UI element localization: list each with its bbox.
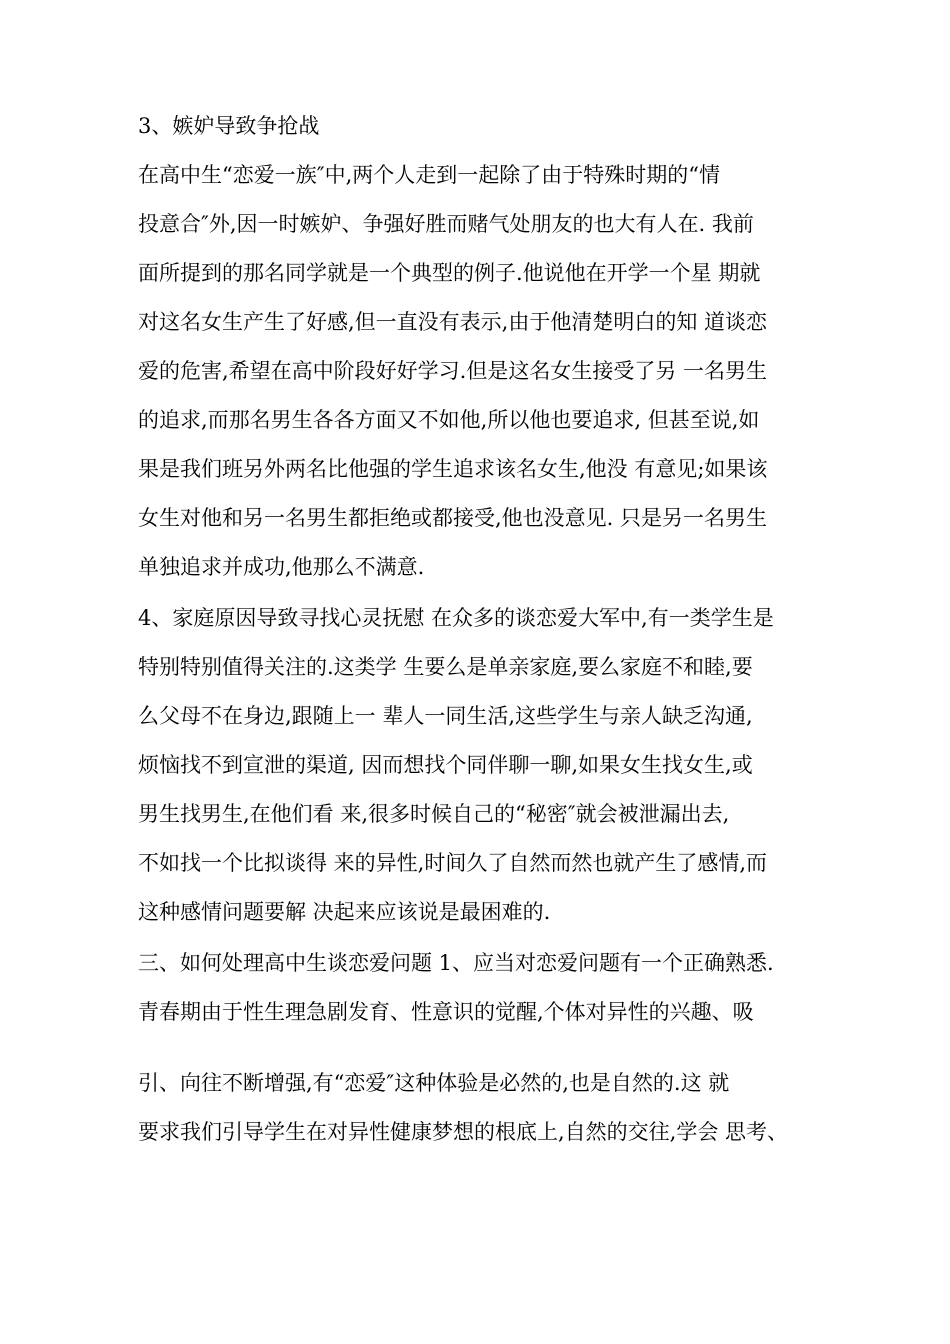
paragraph-line: 投意合″外,因一时嫉妒、争强好胜而赌气处朋友的也大有人在. 我前: [138, 212, 754, 236]
paragraph-line: 烦恼找不到宣泄的渠道, 因而想找个同伴聊一聊,如果女生找女生,或: [138, 753, 753, 777]
paragraph-line: 特别特别值得关注的.这类学 生要么是单亲家庭,要么家庭不和睦,要: [138, 655, 753, 679]
paragraph-line: 面所提到的那名同学就是一个典型的例子.他说他在开学一个星 期就: [138, 261, 761, 285]
paragraph-line: 在高中生“恋爱一族″中,两个人走到一起除了由于特殊时期的“情: [138, 163, 720, 187]
paragraph-line: 么父母不在身边,跟随上一 辈人一同生活,这些学生与亲人缺乏沟通,: [138, 704, 753, 728]
paragraph-line: 爱的危害,希望在高中阶段好好学习.但是这名女生接受了另 一名男生: [138, 359, 768, 383]
paragraph-line: 果是我们班另外两名比他强的学生追求该名女生,他没 有意见;如果该: [138, 457, 768, 481]
section-heading-line: 三、如何处理高中生谈恋爱问题 1、应当对恋爱问题有一个正确熟悉.: [138, 951, 774, 975]
section-heading: 3、嫉妒导致争抢战: [138, 114, 320, 138]
paragraph-line: 单独追求并成功,他那么不满意.: [138, 555, 425, 579]
paragraph-line: 男生找男生,在他们看 来,很多时候自己的“秘密″就会被泄漏出去,: [138, 802, 730, 826]
paragraph-line: 青春期由于性生理急剧发育、性意识的觉醒,个体对异性的兴趣、吸: [138, 1000, 754, 1024]
paragraph-line: 对这名女生产生了好感,但一直没有表示,由于他清楚明白的知 道谈恋: [138, 310, 768, 334]
paragraph-line: 引、向往不断增强,有“恋爱″这种体验是必然的,也是自然的.这 就: [138, 1071, 730, 1095]
section-heading-line: 4、家庭原因导致寻找心灵抚慰 在众多的谈恋爱大军中,有一类学生是: [138, 606, 774, 630]
paragraph-line: 不如找一个比拟谈得 来的异性,时间久了自然而然也就产生了感情,而: [138, 851, 768, 875]
paragraph-line: 的追求,而那名男生各各方面又不如他,所以他也要追求, 但甚至说,如: [138, 408, 760, 432]
paragraph-line: 女生对他和另一名男生都拒绝或都接受,他也没意见. 只是另一名男生: [138, 506, 768, 530]
paragraph-line: 要求我们引导学生在对异性健康梦想的根底上,自然的交往,学会 思考、: [138, 1120, 789, 1144]
paragraph-line: 这种感情问题要解 决起来应该说是最困难的.: [138, 900, 551, 924]
